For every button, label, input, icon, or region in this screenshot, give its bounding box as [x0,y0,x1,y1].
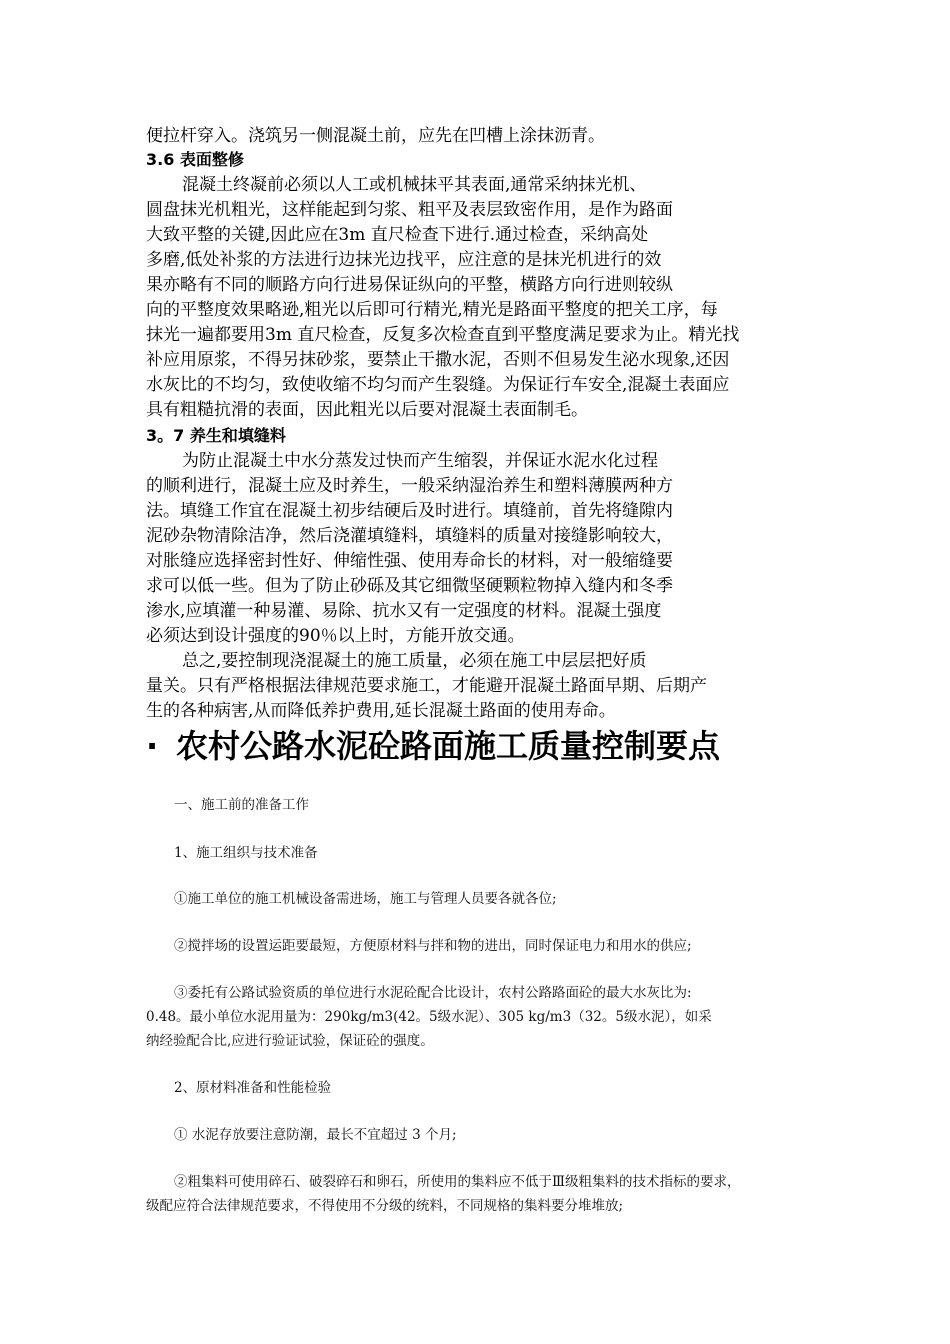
subsection-heading: 1、施工组织与技术准备 [174,845,318,861]
paragraph-line: 对胀缝应选择密封性好、伸缩性强、使用寿命长的材料，对一般缩缝要 [146,551,673,571]
list-item: ①施工单位的施工机械设备需进场，施工与管理人员要各就各位; [174,891,557,907]
subsection-heading: 2、原材料准备和性能检验 [174,1080,332,1096]
paragraph-line: 生的各种病害,从而降低养护费用,延长混凝土路面的使用寿命。 [146,701,616,721]
paragraph-line: 量关。只有严格根据法律规范要求施工，才能避开混凝土路面早期、后期产 [146,676,707,696]
title-text: 农村公路水泥砼路面施工质量控制要点 [176,727,721,765]
list-item: ③委托有公路试验资质的单位进行水泥砼配合比设计，农村公路路面砼的最大水灰比为: [174,985,692,1001]
paragraph-line: 渗水,应填灌一种易灌、易除、抗水又有一定强度的材料。混凝土强度 [146,601,662,621]
paragraph-line: 法。填缝工作宜在混凝土初步结硬后及时进行。填缝前，首先将缝隙内 [146,501,673,521]
paragraph-line: 抹光一遍都要用3m 直尺检查，反复多次检查直到平整度满足要求为止。精光找 [146,325,740,345]
paragraph-line: 便拉杆穿入。浇筑另一侧混凝土前，应先在凹槽上涂抹沥青。 [146,126,605,146]
section-heading-3-7: 3。7 养生和填缝料 [146,426,286,445]
list-item-continuation: 0.48。最小单位水泥用量为：290kg/m3(42。5级水泥）、305 kg/m3（32。5级水泥），如采 [146,1009,712,1025]
list-item-continuation: 级配应符合法律规范要求，不得使用不分级的统料，不同规格的集料要分堆堆放; [146,1198,624,1214]
paragraph-line: 水灰比的不均匀，致使收缩不均匀而产生裂缝。为保证行车安全,混凝土表面应 [146,375,730,395]
paragraph-line: 必须达到设计强度的90％以上时，方能开放交通。 [146,626,525,646]
paragraph-line: 混凝土终凝前必须以人工或机械抹平其表面,通常采纳抹光机、 [182,175,647,195]
paragraph-line: 总之,要控制现浇混凝土的施工质量，必须在施工中层层把好质 [182,651,647,671]
list-item: ① 水泥存放要注意防潮，最长不宜超过 3 个月; [174,1127,457,1143]
subsection-heading: 一、施工前的准备工作 [174,797,309,813]
paragraph-line: 向的平整度效果略逊,粗光以后即可行精光,精光是路面平整度的把关工序，每 [146,300,718,320]
title-bullet: · [146,727,159,765]
paragraph-line: 补应用原浆，不得另抹砂浆，要禁止干撒水泥，否则不但易发生泌水现象,还因 [146,350,730,370]
paragraph-line: 果亦略有不同的顺路方向行进易保证纵向的平整，横路方向行进则较纵 [146,275,673,295]
section-heading-3-6: 3.6 表面整修 [146,150,244,169]
paragraph-line: 大致平整的关键,因此应在3m 直尺检查下进行.通过检查，采纳高处 [146,225,649,245]
list-item: ②粗集料可使用碎石、破裂碎石和卵石，所使用的集料应不低于Ⅲ级粗集料的技术指标的要求， [174,1174,741,1190]
list-item-continuation: 纳经验配合比,应进行验证试验，保证砼的强度。 [146,1033,434,1049]
paragraph-line: 具有粗糙抗滑的表面，因此粗光以后要对混凝土表面制毛。 [146,400,588,420]
paragraph-line: 求可以低一些。但为了防止砂砾及其它细微坚硬颗粒物掉入缝内和冬季 [146,576,673,596]
paragraph-line: 的顺利进行，混凝土应及时养生，一般采纳湿治养生和塑料薄膜两种方 [146,476,673,496]
paragraph-line: 泥砂杂物清除洁净，然后浇灌填缝料，填缝料的质量对接缝影响较大， [146,526,673,546]
paragraph-line: 多磨,低处补浆的方法进行边抹光边找平，应注意的是抹光机进行的效 [146,250,662,270]
paragraph-line: 圆盘抹光机粗光，这样能起到匀浆、粗平及表层致密作用，是作为路面 [146,200,673,220]
paragraph-line: 为防止混凝土中水分蒸发过快而产生缩裂，并保证水泥水化过程 [182,451,658,471]
list-item: ②搅拌场的设置运距要最短，方便原材料与拌和物的进出，同时保证电力和用水的供应; [174,938,692,954]
article-title [146,724,720,768]
